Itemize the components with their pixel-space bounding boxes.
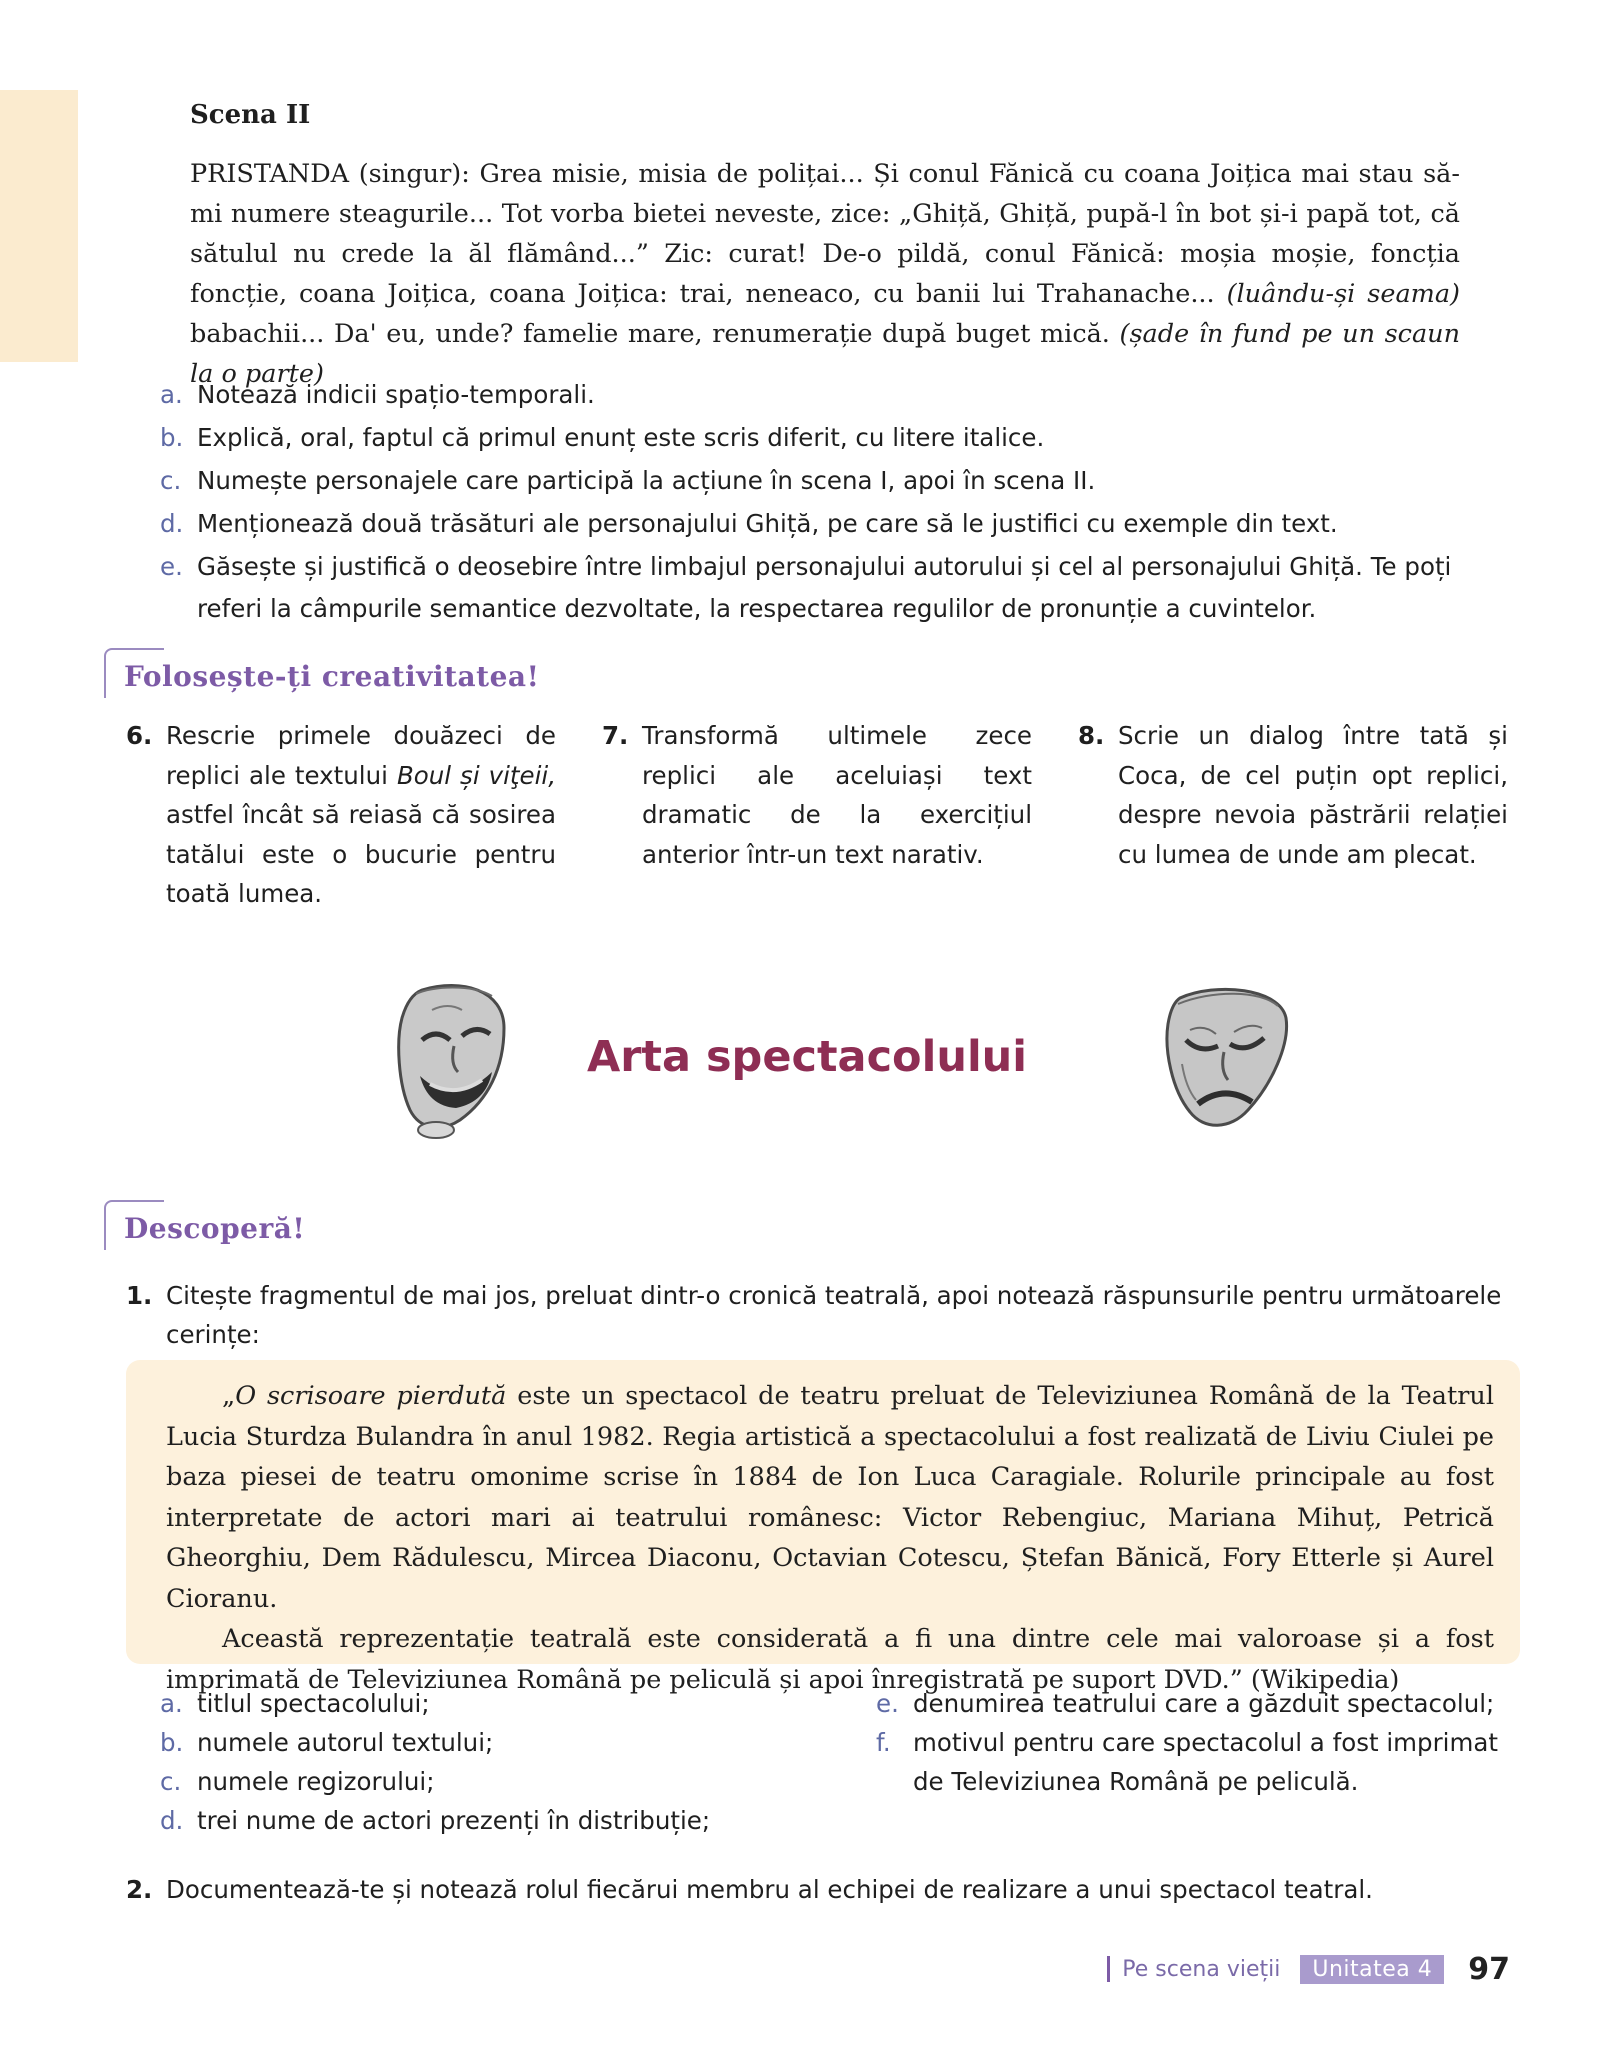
item-text: Numește personajele care participă la acțiune în scena I, apoi în scena II. [197,466,1096,495]
item-text: Menționează două trăsături ale personajului Ghiță, pe care să le justifici cu exemple din text. [197,509,1338,538]
page-number: 97 [1468,1951,1510,1987]
quote-open-mark: „ [222,1381,236,1411]
scene-title: Scena II [190,100,311,130]
list-item [876,1684,1520,1723]
exercise-number: 6. [126,721,153,750]
item-letter: f. [876,1728,891,1757]
exercise-number: 7. [602,721,629,750]
item-text: numele autorul textului; [197,1728,494,1757]
item-letter: e. [876,1689,899,1718]
exercise-text: Scrie un dialog între tată și Coca, de cel puțin opt replici, despre nevoia păstrării relației cu lumea de unde am plecat. [1118,721,1508,869]
quote-paragraph-1 [166,1376,1494,1619]
exercise-text-part: astfel încât să reiasă că sosirea tatălui este o bucurie pentru toată lumea. [166,800,556,908]
exercise-text: Transformă ultimele zece replici ale aceluiași text dramatic de la exercițiul anterior într-un text narativ. [642,721,1032,869]
exercise-text-part: Rescrie primele douăzeci de replici ale textului [166,721,556,790]
item-letter: b. [160,423,184,452]
item-text: motivul pentru care spectacolul a fost imprimat de Televiziunea Română pe peliculă. [913,1728,1498,1796]
question-number: 2. [126,1875,153,1904]
chronicle-quote-text [166,1376,1494,1700]
exercise-7 [602,716,1032,874]
item-text: numele regizorului; [197,1767,435,1796]
list-item [160,374,1470,416]
pristanda-monologue [190,154,1460,394]
footer-separator [1107,1956,1110,1982]
exercise-number: 8. [1078,721,1105,750]
list-item [160,1762,800,1801]
item-letter: c. [160,1767,182,1796]
exercise-6 [126,716,556,914]
monologue-start: PRISTANDA (singur): Grea misie, misia de polițai... Și conul Fănică cu coana Joițica mai stau să-mi numere steagurile... Tot vorba bietei neveste, zice: „Ghiță, Ghiță, pupă-l în bot și-i papă tot, că sătulul nu crede la ăl flămând...” Zic: curat! De-o pildă, conul Fănică: moșia moșie, foncția foncție, coana Joițica, coana Joițica: trai, neneaco, cu banii lui Trahanache... [190,159,1460,309]
monologue-end: babachii... Da' eu, unde? famelie mare, renumerație după buget mică. [190,319,1110,349]
list-item [160,1723,800,1762]
quote-text-part: este un spectacol de teatru preluat de Televiziunea Română de la Teatrul Lucia Sturdza Bulandra în anul 1982. Regia artistică a spectacolului a fost realizată de Liviu Ciulei pe baza piesei de teatru omonime scrise în 1884 de Ion Luca Caragiale. Rolurile principale au fost interpretate de actori mari ai teatrului românesc: Victor Rebengiuc, Mariana Mihuț, Petrică Gheorghiu, Dem Rădulescu, Mircea Diaconu, Octavian Cotescu, Ștefan Bănică, Fory Etterle și Aurel Cioranu. [166,1381,1494,1614]
side-tab-decoration [0,90,78,362]
item-text: Găsește și justifică o deosebire între limbajul personajului autorului și cel al personajului Ghiță. Te poți referi la câmpurile semantice dezvoltate, la respectarea regulilor de pronunție a cuvintelor. [197,552,1452,623]
discover-heading-label: Descoperă! [124,1212,306,1245]
exercise-8 [1078,716,1508,874]
quote-paragraph-2: Această reprezentație teatrală este considerată a fi una dintre cele mai valoroase și a fost imprimată de Televiziunea Română pe peliculă și apoi înregistrată pe suport DVD.” (Wikipedia) [166,1624,1494,1695]
footer-section-title: Pe scena vieții [1122,1956,1281,1982]
answers-list-left [160,1684,800,1840]
item-text: titlul spectacolului; [197,1689,430,1718]
page-footer [1107,1951,1510,1987]
question-number: 1. [126,1281,153,1310]
scene-questions-list [160,374,1470,631]
item-letter: b. [160,1728,184,1757]
answers-list-right [876,1684,1520,1801]
list-item [160,1801,800,1840]
list-item [160,460,1470,502]
creativity-heading-label: Folosește-ți creativitatea! [124,660,540,693]
discover-question-1 [126,1276,1506,1354]
item-text: trei nume de actori prezenți în distribuție; [197,1806,711,1835]
list-item [160,546,1470,630]
exercise-text-italic: Boul și viţeii, [396,760,556,790]
list-item [160,1684,800,1723]
item-letter: a. [160,1689,183,1718]
quote-italic-title: O scrisoare pierdută [235,1381,507,1411]
item-text: Explică, oral, faptul că primul enunț este scris diferit, cu litere italice. [197,423,1045,452]
stage-direction-2: (șade în fund pe un scaun la o parte) [190,319,1460,389]
item-text: denumirea teatrului care a găzduit spectacolul; [913,1689,1495,1718]
item-letter: d. [160,1806,184,1835]
list-item [876,1723,1520,1801]
footer-unit-badge: Unitatea 4 [1300,1955,1444,1984]
chronicle-quote-box [126,1360,1520,1695]
item-letter: d. [160,509,184,538]
art-title: Arta spectacolului [586,1032,1028,1082]
stage-direction-1: (luându-și seama) [1226,279,1460,309]
tragedy-mask-icon [1160,984,1290,1134]
item-letter: e. [160,552,183,581]
item-text: Notează indicii spațio-temporali. [197,380,595,409]
exercise-text [166,716,556,914]
item-letter: a. [160,380,183,409]
item-letter: c. [160,466,182,495]
list-item [160,503,1470,545]
list-item [160,417,1470,459]
question-text: Documentează-te și notează rolul fiecărui membru al echipei de realizare a unui spectacol teatral. [166,1875,1373,1904]
discover-question-2 [126,1870,1506,1909]
question-text: Citește fragmentul de mai jos, preluat dintr-o cronică teatrală, apoi notează răspunsurile pentru următoarele cerințe: [166,1281,1502,1349]
